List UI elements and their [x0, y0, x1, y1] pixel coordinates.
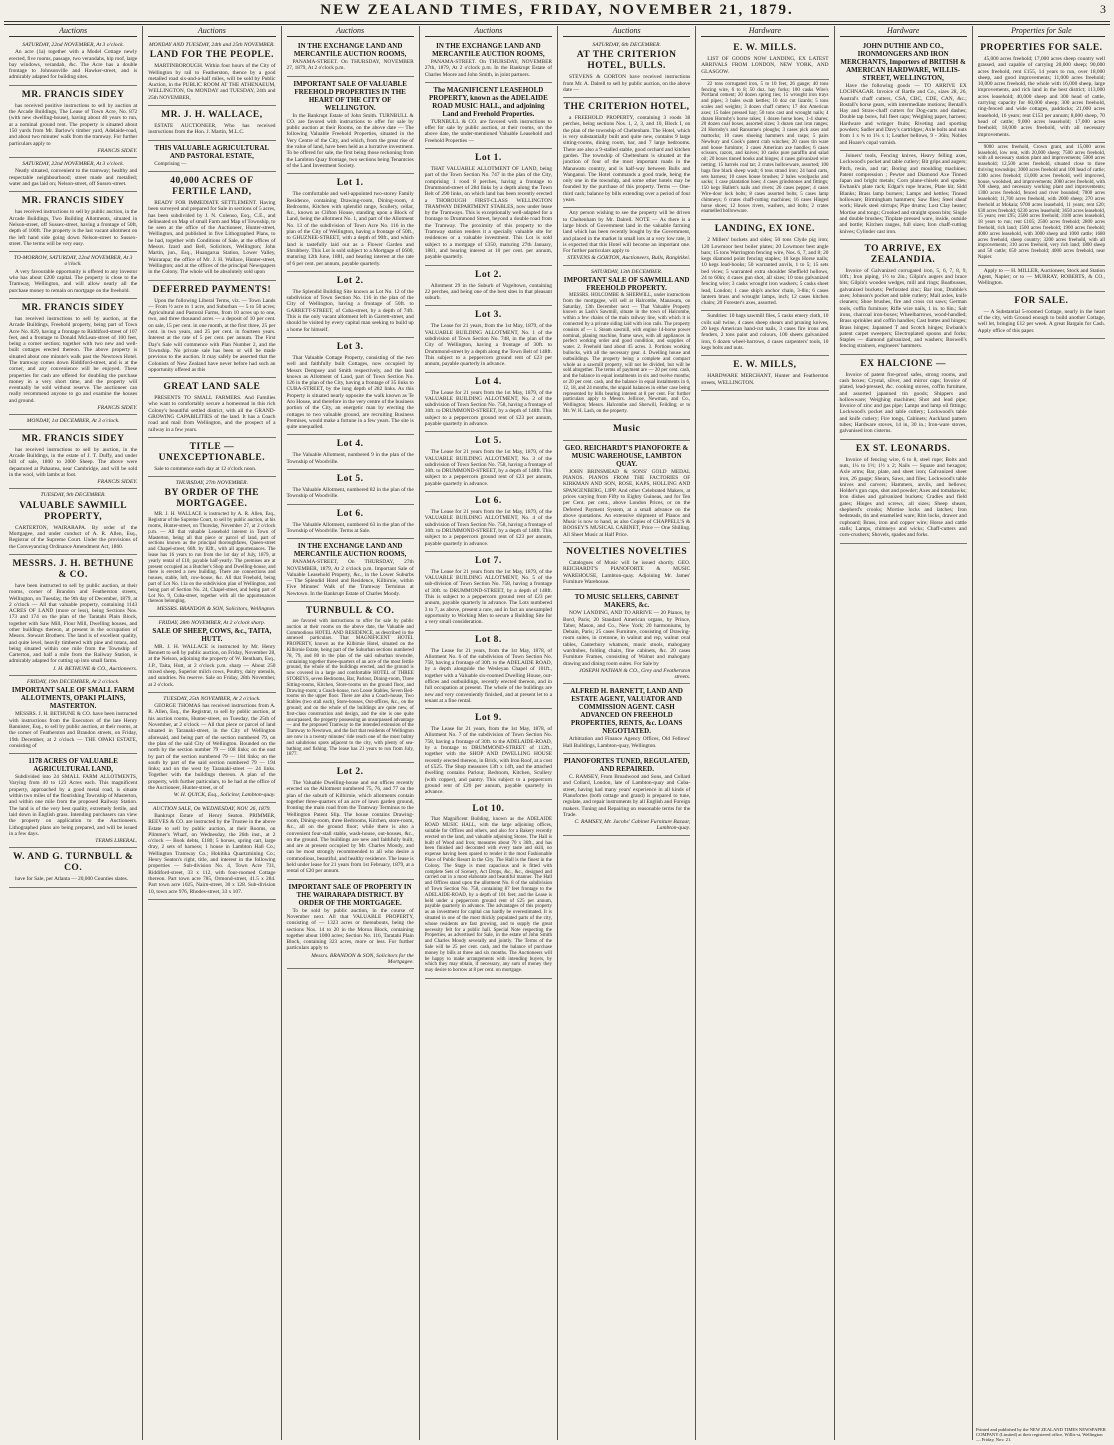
advertisement: [148, 617, 275, 693]
advertisement: [148, 106, 275, 141]
ad-date: FRIDAY, 19th DECEMBER, At 2 o'clock.: [26, 679, 120, 686]
ad-headline: E. W. MILLS.: [733, 43, 797, 53]
advertisement: [148, 803, 275, 900]
ad-headline: Lot 6.: [336, 508, 364, 519]
ad-body: 22 tons corrugated iron, 5 to 10 feet, 26 gauge; 40 tons fencing wire, 6 to 8; 50 doz. hay forks; 100 casks Wire's Portland cement; 20 dozen spring ties; 15 wrought iron trays and pipes; 3 bales swab kettles; 10 doz cut lizards; 5 tons scales and weights; 3 dozen chaff cutters; 17 doz American axes; 15 bales pressed hay; 50 tons cast and wrought nails; 4 dozen Hornsby's horse rakes; 1 dozen horse hoes, 1-4 shares; 20 dozen coal boxes, assorted sizes; 3 dozen cast iron ranges; 24 Hornsby's and Ransome's ploughs; 3 cases pick axes and mattocks; 10 cases shoeing hammers and rasps; 5 pairs Newbury and Cook's patent crab winches; 20 cases tin ware and house furniture; 3 cases American axe handles; 6 cases scissors, razors, and knives; 10 casks pure paraffin and salad oil; 20 boxes tinned hooks and hinges; 4 cases galvanized wire netting; 15 barrels coal tar; 2 crates hollowware, assorted; 100 bags fine black sheep wash; 6 tons strand iron; 24 hand carts, sets harness; 10 cases house brushes; 2 bales woolpacks and sacks; 1 case plantation hoes; 4 cases grindstones and fittings; 150 kegs Hallett's nails and rivets; 26 cases pepper; 4 cases Wire-door lock bolts; 8 cases assorted bolts; 5 cases lamp chimneys; 6 crates chaff-cutting machines; 16 cases Hinged horse shoes; 12 boxes rivets, washers, and bolts; 2 crates enamelled hollowware.: [701, 81, 829, 215]
ad-headline: FOR SALE.: [1014, 295, 1069, 306]
advertisement: [563, 543, 690, 590]
advertisement: [563, 420, 690, 441]
advertisement: [9, 676, 137, 754]
masthead-title: NEW ZEALAND TIMES, FRIDAY, NOVEMBER 21, 1879.: [320, 2, 794, 18]
advertisement: [563, 266, 690, 420]
ad-headline: THE CRITERION HOTEL,: [563, 102, 690, 113]
ad-body: has received positive instructions to sell by auction at the Arcade Buildings, The Lease of Town Acre, No. 872 (with new dwelling-house), having about 40 years to run, at a nominal ground rent. The property is situated about 150 yards from Mr. Barlow's timber yard, Adelaide-road, and about two minutes' walk from the tramway. For further particulars apply to: [9, 102, 138, 147]
column-heading: Hardware: [840, 26, 967, 37]
advertisement: [148, 477, 275, 616]
ad-headline: TITLE — UNEXCEPTIONABLE.: [158, 441, 266, 463]
ad-headline: DEFERRED PAYMENTS!: [152, 284, 272, 295]
ad-signature: TERMS LIBERAL.: [95, 838, 138, 845]
advertisement: [425, 306, 552, 372]
ad-body: The Splendid Building Site known as Lot No. 12 of the subdivision of Town Section No. 116 in the plan of the City of Wellington, having a frontage of 50ft. to GARRETT-STREET, of Cuba-street, by a depth of 74ft. This is the only vacant allotment left in Garrett-street, and should be visited by every capital man seeking to build up a home for himself.: [286, 288, 414, 333]
ad-body: Any person wishing to see the property will be driven to Cheltenham by Mr. Dalrell. NOTE — As there is a large block of Government land in the valuable farming land which has been recently bought by the Government, and placed in the market in small lots at a very low rate, it is expected that this Hotel will become an important one. For further particulars apply to: [563, 210, 691, 255]
ad-body: MARTINBOROUGH. Within four hours of the City of Wellington by rail to Featherston, thence by a good metalled road six-and-a-half miles, will be sold by Public Auction, in the PUBLIC ROOM AT THE ATHENAEUM, WELLINGTON, On MONDAY and TUESDAY, 24th and 25th NOVEMBER,: [148, 63, 276, 101]
ad-body: READY FOR IMMEDIATE SETTLEMENT. Having been surveyed and prepared for Sale in sections of 5 acres, has been subdivided by J. N. Colenso, Esq., C.E., and delineated on Map of small Farm and Map of Township, to be seen at the office of the Auctioneer, Hunter-street, Wellington, and published in five Lithographed Plans, to be had, together with Conditions of Sale, at the offices of Messrs. Izard and Bell, Solicitors, Wellington; John Martin, jun., Esq., Huangarua Station, Lower Valley, Wairarapa; the office of Mr. J. H. Wallace, Hunter-street, Wellington; and at the offices of the principal Newspapers in the Colony. The whole will be absolutely sold upon: [148, 199, 276, 276]
column-heading: Auctions: [425, 26, 552, 37]
ad-headline: IN THE EXCHANGE LAND AND MERCANTILE AUCTION ROOMS,: [432, 42, 545, 58]
ad-headline: Lot 10.: [472, 804, 505, 815]
ad-signature: W. H. QUICK, Esq., Solicitor, Lambton-quay.: [173, 792, 276, 799]
ad-body: To be sold by public auction, in the course of November next. All that VALUABLE PROPERTY, consisting of — 1323 acres or thereabouts, being the sections Nos. 14 to 20 in the Moroa Block, containing together about 1000 acres; Section No. 116, Taratahi Plain Block, containing 323 acres, more or less. For further particulars apply to: [286, 907, 414, 952]
advertisement: [563, 590, 690, 684]
ad-date: TUESDAY, 25th NOVEMBER, At 2 o'clock.: [163, 695, 261, 702]
advertisement: [287, 39, 414, 77]
ad-body: MR. J. H. WALLACE is instructed by A. R. Allen, Esq., Registrar of the Supreme Court, to sell by public auction, at his rooms, Hunter-street, on Thursday, November 27, at 2 o'clock p.m. — All that valuable Leasehold interest in Town of Masterton, being all that piece or parcel of land, part of sections known as the principal thoroughfares, Queen-street and Chapel-street, 66ft. by 82ft., with all appurtenances. The lease has 16 years to run from the 1st day of July, 1879, at yearly rental of £10, payable half-yearly. The premises are at present occupied as a Butcher's Shop and Dwelling-house, and there is erected a new building. There are connections and houses, stable, loft, cow-house, &c. All that Freehold, being part of Lot No. 11a on the subdivision plan of Wellington, and being part of Section No. 24, Chapel-street, and being part of Lot No. 9, Cuba-street, together with all the appurtenances thereon belonging.: [148, 512, 276, 605]
ad-signature: FRANCIS SIDEY.: [97, 405, 138, 412]
advertisement: [425, 83, 552, 149]
advertisement: [425, 39, 552, 83]
ad-body: TURNBULL & CO. are favored with instructions to offer for sale by public auction, at their rooms, on the above date, the under-mentioned Valuable Leasehold and Freehold Properties —: [424, 118, 552, 144]
advertisement: [9, 754, 137, 848]
advertisement: [840, 151, 967, 240]
advertisement: [287, 602, 414, 763]
advertisement: [9, 192, 137, 252]
advertisement: [287, 338, 414, 436]
advertisement: [148, 39, 275, 106]
ad-headline: Lot 5.: [336, 474, 364, 485]
ad-body: has received instructions to sell by auction, in the Arcade Buildings, in the estate of J. T. Duffy, and under bill of sale, 1800 to 2000 Sheep. The above were depastured at Pahautea, near Cambridge, and will be sold in the wool, with lambs at foot.: [9, 446, 138, 478]
ad-body: Neatly situated, convenient to the tramway; healthy and respectable neighbourhood; street made and metalled; water and gas laid on; Nelson-street, off Sussex-street.: [9, 168, 138, 188]
ad-body: THAT VALUABLE ALLOTMENT OF LAND, being part of the Town Section No. 747 in the plan of the City, comprising 1 rood 8 perches, having a frontage to Drummond-street of 284 links by a depth along the Town Belt of 290 links, on which land has been recently erected a THOROUGH FIRST-CLASS WELLINGTON TRAMWAY DEPARTMENT STABLES, now under lease by the Tramways. This is exceptionally well-adapted for a frontage to Drummond Street, beyond a double road from the Tramway. The proximity of this property to the Tramway station renders it a specially valuable site for residences or a valuable investment. This Lot is sold subject to a mortgage of £350, maturing 27th January, 1881, and bearing interest at 10 per cent. per annum, payable quarterly.: [424, 166, 552, 261]
ad-body: The Lease for 21 years from the 1st May, 1879, of the VALUABLE BUILDING ALLOTMENT, No. 5 of the sub-division of Town Section No. 758, having a frontage of 30ft. to DRUMMOND-STREET, by a depth of 148ft. This is subject to a peppercorn ground rent of £23 per annum, payable quarterly in advance. The Lots numbered 3 to 7, as above, present a rare, and in fact an unexampled opportunity to Working Men to secure a Building Site for a very small consideration.: [424, 568, 552, 626]
advertisement: [148, 378, 275, 438]
ad-body: The Lease for 21 years from the 1st May, 1879, of the VALUABLE BUILDING ALLOTMENT, No. 4 of the subdivision of Town Section No. 758, having a frontage of 30ft. to DRUMMOND-STREET, by a depth of 148ft. This subject to a peppercorn ground rent of £23 per annum, payable quarterly in advance.: [424, 509, 552, 547]
ad-body: CARTERTON, WAIRARAPA. By order of the Mortgagee, and under conduct of A. R. Allen, Esq., Registrar of the Supreme Court. Under the provisions of the Conveyancing Ordinance Amendment Act, 1860.: [9, 524, 138, 550]
advertisement: [148, 693, 275, 803]
advertisement: [978, 39, 1105, 143]
ad-headline: IMPORTANT SALE OF SAWMILL AND FREEHOLD PROPERTY.: [563, 276, 690, 293]
ad-body: has received instructions to sell by auction, at the Arcade Buildings, Freehold property, being part of Town Acre No. 829, having a frontage to Riddiford-street of 107 feet, and a frontage to Donald McLean-street of 100 feet, being a corner section; together with two new and well-built cottages erected thereon. The above property is situated about one minute's walk past the Newtown Hotel. The tramway comes down Riddiford-street, and is at the corner, and any convenience will be enjoyed. These properties for cash are offered for doubling the purchase money in a very short time, and the property will eventually be sold without reserve. The auctioneer can really recommend anyone to go and examine the houses and ground.: [9, 315, 138, 404]
ad-body: Comprising —: [154, 160, 187, 167]
ad-headline: MESSRS. J. H. BETHUNE & CO.: [12, 558, 134, 580]
ad-body: Subdivided into 24 SMALL FARM ALLOTMENTS, Varying from 40 to 123 Acres each. This magnificent property, approached by a good metal road, is situate within two miles of the flourishing Township of Masterton, and within one mile from the proposed Railway Station. The land is of the very best quality, extremely fertile, and laid down in English grass. Intending purchasers can view the property on application to the Auctioneers. Lithographed plans are being prepared, and will be issued in a few days.: [9, 774, 138, 837]
ad-headline: AT THE CRITERION HOTEL, BULLS.: [576, 50, 677, 72]
ad-headline: TURNBULL & CO.: [305, 606, 395, 617]
ad-headline: VALUABLE SAWMILL PROPERTY,: [19, 500, 128, 522]
ad-body: Have the following goods — TO ARRIVE EX LOCHNAGAR. Invoice of Bartle and Co., sizes 28, 26, Austral's chaff cutters, CSA, CBC, CDE, CAN, &c.; Bostall's horse gears, with intermediate motions; Bentall's Hay and Straw-chaff cutters for Dog-carts and dashes; Double tap bores, full fleet caps; Weighing paper, harness; Hardware and wringer fruits; Riveting and sporting powders; Sadler and Davy's cartridges; Axle bolts and nuts from 1 x ¾ to 1¼ x 1; Leather bellows, 9 - 36in; Nobles and Hoare's copal varnish.: [839, 83, 967, 146]
ad-body: ESTATE AUCTIONEER, Who has received instructions from the Hon. J. Martin, M.L.C.: [148, 123, 276, 136]
ad-body: PANAMA-STREET. On THURSDAY, NOVEMBER 27, 1879, At 2 o'clock p.m.: [286, 59, 414, 72]
advertisement: [148, 141, 275, 172]
ad-body: PANAMA-STREET. On THURSDAY, NOVEMBER 27th, 1879, At 2 o'clock p.m. In the Bankrupt Estate of Charles Moore and John Smith, in joint partners.: [424, 59, 552, 78]
advertisement: [840, 39, 967, 151]
advertisement: [701, 356, 828, 391]
ad-body: has received instructions to sell by public auction, in the Arcade Buildings, Two Building Allotments, situated in Nelson-street, off Sussex-street, having a frontage of 50ft, depth of 100ft. The property is the last vacant allotment on the left hand side going down Nelson-street to Sussex-street. The terms will be very easy.: [9, 209, 138, 247]
ad-headline: THIS VALUABLE AGRICULTURAL AND PASTORAL ESTATE,: [154, 143, 270, 160]
ad-headline: SALE OF SHEEP, COWS, &c., TAITA, HUTT.: [152, 626, 272, 643]
ad-body: The Lease for 21 years, from the 1st May, 1879, of the VALUABLE BUILDING ALLOTMENT, No. 1 of the subdivision of Town Section No. 748, in the plan of the City of Wellington, having a frontage of 30ft. to Drummond-street by a depth along the Town Belt of 148ft. This subject to a peppercorn ground rent of £23 per annum, payable quarterly in advance.: [424, 323, 552, 368]
advertisement: [425, 266, 552, 307]
ad-body: In the Bankrupt Estate of John Smith. TURNBULL & CO. are favored with instructions to offer for sale by public auction at their Rooms, on the above date — The following Valuable Freehold Properties, situated in the Very Centre of the City, and which, from the great rise of the value of land, have been held as a lucrative investment. To be offered for sale, the first being those reckoning from the Lambton Quay frontage, two sections being Tenantcies of the Land Investment Society.: [286, 112, 414, 169]
advertisement: [287, 470, 414, 505]
ad-body: a FREEHOLD PROPERTY, containing 3 roods 38 perches, being sections Nos. 1, 2, 3, and 10, Block I, on the plan of the township of Cheltenham. The Hotel, which is very substantially built and quite new, contains 9 large sitting-rooms, dining room, bar, and 7 large bedrooms. There are also a 9-stalled stable, good orchard and kitchen garden. The township of Cheltenham is situated at the junction of four of the most important roads in the Manawatu country, and is half-way between Bulls and Wanganui. The Hotel commands a good trade, being the only one in the township, and some other hotels may be founded by the purchase of this property. Terms — One-third cash; balance by bills extending over a period of four years.: [563, 115, 691, 204]
masthead-rule-lower: [4, 24, 1110, 25]
ad-headline: Music: [612, 423, 641, 434]
advertisement: [9, 415, 137, 429]
ad-date: TUESDAY, 9th DECEMBER.: [40, 492, 106, 499]
ad-headline: Lot 1.: [336, 178, 364, 189]
advertisement: [9, 430, 137, 490]
advertisement: [978, 266, 1105, 292]
advertisement: [9, 252, 137, 299]
advertisement: [425, 552, 552, 631]
ad-body: MR. J. H. WALLACE is instructed by Mr. Henry Bennett to sell by public auction, on Friday, November 28, at the Nelson, adjoining the property of W. Bentham, Esq., J.P., Taita, Hutt, at 2 o'clock p.m. sharp — About 250 mixed sheep, Superior milch cows, Poultry, dairy utensils, and sundries. No reserve. Sale on Friday, 28th November, at 2 o'clock.: [148, 643, 276, 688]
advertisement: [9, 848, 137, 887]
ad-date: AUCTION SALE, On WEDNESDAY, NOV. 26, 1879.: [152, 805, 271, 812]
advertisement: [9, 555, 137, 676]
ad-body: have been instructed to sell by public auction, at their rooms, corner of Brandon and Featherston streets, Wellington, on Tuesday, the 9th day of December, 1879, at 2 o'clock — All that valuable property, containing 1143 ACRES OF LAND (more or less), being Sections Nos. 173 and 174 on the plan of the Taratahi Plain Block, together with Saw Mill, Flour Mill, Dwelling houses, and other buildings thereon, at present in the occupation of Messrs. Stewart Brothers. The land is of excellent quality, and quite level, heavily timbered with pine and totara, and being situated within one mile from the Township of Carterton, and half a mile from the Railway Station, is admirably adapted for cutting up into small farms.: [9, 582, 138, 665]
ad-headline: IN THE EXCHANGE LAND AND MERCANTILE AUCTION ROOMS,: [293, 542, 407, 559]
ad-headline: Lot 4.: [336, 439, 364, 450]
ad-body: The Valuable Dwelling-house and out offices recently erected on the Allotment numbered 75, 76, and 77 on the plan of the suburb of Kilbirnie, which allotments contain together three-quarters of an acre of lawn garden ground, fronting the main road from the Tramway Terminus to the Wellington Patent Slip. The house contains Drawing-room, Dining-room, three Bedrooms, Kitchen, store-room, &c., all on the ground floor; while there is also a convenient four-stall stable, wash-house, out-houses, &c., on the ground. The buildings are new and faithfully built, and are at present occupied by Mr. Charles Moody, and can be most strongly recommended to all who desire a commodious, beautiful, and healthy residence. The lease is held under lease for 21 years from 1st February, 1879, at a rental of £20 per annum.: [286, 780, 414, 875]
ad-headline: Lot 3.: [336, 341, 364, 352]
column-heading: Auctions: [9, 26, 137, 37]
advertisement: [9, 489, 137, 554]
ad-signature: MESSRS. BRANDON & SON, Solicitors, Wellington.: [156, 606, 276, 613]
column-heading: Properties for Sale: [978, 26, 1105, 37]
ad-body: HARDWARE MERCHANT, Hunter and Featherston streets, WELLINGTON.: [701, 373, 829, 386]
ad-body: The Valuable Allotment, numbered 63 in the plan of the Township of Woodville. Terms at Sale.: [286, 521, 414, 534]
advertisement: [701, 220, 828, 311]
advertisement: [563, 441, 690, 543]
ad-headline: Lot 3.: [475, 310, 502, 321]
ad-body: LIST OF GOODS NOW LANDING, EX LATEST ARRIVALS FROM LONDON, NEW YORK, AND GLASGOW.: [701, 56, 829, 75]
ad-headline: LANDING, EX IONE.: [714, 224, 816, 235]
ad-body: Invoice of patent fire-proof safes, strong rooms, and cash boxes; Crystal, silver, and mirror caps; Invoice of plated, lead-pressed, &c. cooking stoves, coffin furniture, and assorted japanned tin goods; Shippers and hollowware; Weighing machines; Shot and lead pipe; Invoice of zinc and gas pipe; Lamps and lamp oil fittings; Lockwood's pocket and table cutlery; Lockwood's table and knife cutlery; Fire tongs, Cabinets; Auckland pattern tubes; Hardware stoves, 14 in, 30 in.; Iron-ware stoves, galvanised iron cisterns.: [839, 371, 967, 435]
column-5: [557, 26, 695, 1440]
advertisement: [978, 143, 1105, 266]
imprint: Printed and published by the NEW ZEALAND TIMES NEWSPAPER COMPANY (Limited) at their registered office, Willis-st, Wellington — Friday, Nov. 21.: [976, 1427, 1106, 1442]
ad-body: The Valuable Allotment, numbered 82 in the plan of the Township of Woodville.: [286, 487, 414, 500]
ad-body: PANAMA-STREET, On THURSDAY, 27th NOVEMBER, 1879, At 2 o'clock p.m. Important Sale of Valuable Leasehold Property, &c., in the Lower Suburbs — The Splendid Hotel and Residence, Kilbirnie, within Five Minutes' Walk of the Tramway Terminus at Newtown. In the Bankrupt Estate of Charles Moody.: [286, 559, 414, 597]
ad-body: Arbitration and Finance Agency Offices, Old Fellows' Hall Buildings, Lambton-quay, Wellington.: [563, 736, 691, 749]
column-4: [419, 26, 557, 1440]
advertisement: [425, 800, 552, 979]
advertisement: [563, 39, 690, 98]
advertisement: [9, 158, 137, 192]
column-8: [972, 26, 1110, 1440]
ad-body: Apply to — H. MILLER, Auctioneer, Stock and Station Agent, Napier; or to — MURRAY, ROBERTS, & CO., Wellington.: [977, 267, 1105, 287]
ad-body: C. RAMSEY, From Broadwood and Sons, and Collard and Collard, London, late of Lambton-quay and Cuba-street, having had many years' experience in all kinds of Pianofortes (both cottage and grand) is prepared to tune, regulate, and repair instruments by all English and Foreign makers. Tuning and Repairing on reasonable terms for the Trade.: [563, 774, 691, 818]
ad-headline: MR. FRANCIS SIDEY: [21, 433, 125, 444]
ad-headline: PIANOFORTES TUNED, REGULATED, AND REPAIRED.: [563, 757, 690, 774]
advertisement: [840, 240, 967, 355]
advertisement: [9, 299, 137, 415]
ad-headline: E. W. MILLS,: [733, 360, 797, 371]
ad-headline: EX ST. LEONARDS.: [855, 443, 951, 454]
advertisement: [701, 80, 828, 220]
ad-headline: Lot 5.: [475, 436, 502, 447]
ad-body: MESSRS. HOLCOMBE & SHERWILL, under instructions from the mortgagee, will sell at Halcombe, Manawatu, on Saturday, 13th December next — That Valuable Property known as Lash's Sawmill, situate in the town of Halcombe, within a few chains of the main railway line, with which it is connected by a private siding laid with iron rails. The property consists of — 1. Steam sawmill, with engine 14-horse power nominal, planing machine, frame saws, with all appliances in perfect working order and good condition, and supplies of water. 2. Freehold land about 45 acres. 3. Portions working bullocks, with all the necessary gear. 4. Dwelling house and outbuildings. The property being a complete and compact whole as a sawmill property, will not be divided, but will be sold altogether. The terms of payment are — 20 per cent. cash, and the balance in equal instalments in six and twelve months; or 20 per cent. cash, and the balance in equal instalments in 6, 12, 18, and 24 months, the unpaid balances in either case being represented by bills bearing interest at 8 per cent. For further particulars apply to Messrs. Jellicoe, Newman, and Co., Wellington; Messrs. Halcombe and Sherwill, Feilding; or to Mr. W. H. Lash, on the property.: [563, 293, 691, 414]
advertisement: [287, 880, 414, 970]
ad-body: GEORGE THOMAS has received instructions from A. R. Allen, Esq., the Registrar, to sell by public auction, at his auction rooms, Hunter-street, on Tuesday, the 25th of November, at 2 o'clock — All that piece or parcel of land situated in Taranaki-street, in the City of Wellington aforesaid, and being part of the section numbered 79, on the plan of the said City of Wellington. Bounded on the north by the section number 79 — 108 links; on the east by part of the section numbered 79 — 184 links; on the south by part of the said section numbered 79 — 194 links; and on the west by Taranaki-street — 24 links. Together with the buildings thereon. A plan of the property, with further particulars, to be had at the office of the Auctioneer, Hunter-street, or of: [148, 703, 276, 792]
ad-body: The comfortable and well-appointed two-storey Family Residence, containing Drawing-room, Dining-room, 4 Bedrooms, Kitchen with splendid range, Scullery, cellar, &c., known as Clifton House, standing upon a Block of Land, being the allotment No. 1, and part of the Allotment No. 13 of the subdivision of Town Acre No. 116 in the plan of the City of Wellington, having a frontage of 50ft., to GHUZNEE-STREET, with a depth of 90ft., and which land is tastefully laid out as a Flower Garden and Shrubbery. This Lot is sold subject to a Mortgage of £600, maturing 12th June, 1881, and bearing interest at the rate of 6 per cent. per annum, payable quarterly.: [286, 191, 414, 267]
advertisement: [287, 435, 414, 470]
advertisement: [9, 86, 137, 158]
ad-body: Sundries: 10 bags sawmill files, 5 casks emery cloth, 10 coils sail twine, 4 cases sheep shears and pruning knives, 20 kegs American hand-cut nails, 3 cases fire irons and fenders, 2 tons paint and colours, 100 sheets galvanized iron, 6 dozen wheel-barrows, 4 cases carpenters' tools, 10 kegs bolts and nuts.: [701, 313, 829, 351]
ad-body: The Lease for 21 years from the 1st May, 1879, of the VALUABLE BUILDING ALLOTMENT, No. 3 of the subdivision of Town Section No. 758, having a frontage of 30ft. to DRUMMOND-STREET, by a depth of 148ft. This subject to a peppercorn ground rent of £23 per annum, payable quarterly in advance.: [424, 449, 552, 487]
ad-headline: 1178 ACRES OF VALUABLE AGRICULTURAL LAND,: [28, 757, 118, 774]
masthead-rule: [4, 21, 1110, 22]
ad-headline: Lot 2.: [475, 269, 502, 280]
ad-headline: PROPERTIES FOR SALE.: [980, 43, 1103, 53]
ad-signature: J. H. BETHUNE & CO., Auctioneers.: [52, 665, 138, 672]
ad-body: Bankrupt Estate of Henry Seaton. PRIMMER, REEVES & CO. are instructed by the Trustee in the above Estate to sell by public auction, at their Rooms, on Plimmer's Wharf, on Wednesday, the 26th inst., at 2 o'clock — Book debts, £180; 5 horses, spring cart, large dray, 2 sets of harness; 1 house in Lambton Hall Co.; Wellington Tramway Co.; Hokitika Quartzmining Co.; Henry Seaton's right, title, and interest in the following properties — Sub-division No. 4, Town Acre 731, Riddiford-street, 33 x 112, with four-roomed Cottage thereon. Part town acre 785, Ormond-street, 41.5 x 284. Part town acre 1025, Nairn-street, 30 x 128. Sub-division 10, town acre 976, Rhodes-street, 33 x 107.: [148, 812, 276, 895]
ad-headline: TO ARRIVE, EX ZEALANDIA.: [864, 243, 942, 265]
ad-headline: 40,000 ACRES OF FERTILE LAND,: [170, 175, 254, 197]
ad-signature: JOSEPH NATHAN & CO., Grey and Featherston streets.: [579, 667, 691, 681]
ad-headline: MR. FRANCIS SIDEY: [21, 196, 125, 207]
ad-signature: FRANCIS SIDEY.: [97, 147, 138, 154]
ad-body: MESSRS. J. H. BETHUNE & CO. have been instructed with instructions from the Executors of the late Henry Bannister, Esq., to sell by public auction, at their rooms, at the corner of Featherston and Brandon streets, on Friday, 19th December, at 2 o'clock — THE OPAKI ESTATE, consisting of: [9, 711, 138, 749]
ad-date: SATURDAY, 6th DECEMBER.: [592, 42, 661, 48]
ad-headline: MR. J. H. WALLACE,: [161, 110, 263, 121]
advertisement: [148, 281, 275, 379]
ad-headline: Lot 1.: [475, 153, 502, 164]
ad-body: Invoice of fencing wire, 6 to 8, steel rope; Bolts and nuts, 1¼ to 1½; 1½ x 2; Nails — Square and hexagon; Axle arms; Bar, plate, and sheet iron; Galvanized sheet iron, 26 gauge; Shears, Saws, and files; Lockwood's table knives and carvers; Hammers, anvils, and bellows; Holder's gun caps, shot and powder; Axes and tomahawks; Iron dishes and galvanized buckets; Cradles and field gates; Hinges and screws, all sizes; Sheep shears, shepherd's crooks; Mortise locks and latches; Iron bedsteads, tin and enamelled ware; Rim locks, drawer and cupboard; Brass, iron and copper wire; Horse and cattle stalls; Lamps, chimneys and wicks; Chaff-cutters and corn-crushers; Shovels, spades and forks.: [839, 456, 967, 539]
ad-body: That Valuable Cottage Property, consisting of the two well and faithfully built Cottages, now occupied by Messrs Dempsey and Smith respectively, and the land known as Allotment of Land, part of Town Section No. 126 in the plan of the City, having a frontage of 35 links to CUBA-STREET, by the long depth of 282 links. As this Property is situated nearly opposite the walk known as Te Aro House, and therefore in the very centre of the business portion of the City, an energetic man by erecting the cottages to two valuable ground, are recruiting Business Premises, would make a fortune in a few years. The site is quite unequalled.: [286, 354, 414, 431]
column-heading: Auctions: [148, 26, 275, 37]
ad-body: Sale to commence each day at 12 o'clock noon.: [154, 465, 257, 472]
advertisement: [701, 39, 828, 80]
ad-headline: W. AND G. TURNBULL & CO.: [12, 852, 134, 874]
column-7: [834, 26, 972, 1440]
ad-body: The Lease for 21 years, from the 1st May, 1878, of Allotment No. 7 of the subdivision of Town Section No. 758, having a frontage of 30ft. to the ADELAIDE-ROAD, by a frontage to DRUMMOND-STREET of 112ft., together with the SHOP AND DWELLING HOUSE recently erected thereon, in Brick, with Iron Roof, at a cost of £525. The Shop measures 13ft x 14ft, and the attached dwelling contains Parlour, Bedroom, Kitchen, Scullery (with copper), and pantry. This subject to a peppercorn ground rent of £20 per annum, payable quarterly in advance.: [424, 726, 552, 796]
ad-body: Catalogues of Music will be issued shortly. GEO. REICHARDT'S PIANOFORTE & MUSIC WAREHOUSE, Lambton-quay. Adjoining Mr. James' Furniture Warehouse.: [563, 560, 691, 585]
ad-date: FRIDAY, 28th NOVEMBER, At 2 o'clock sharp.: [158, 619, 266, 626]
advertisement: [148, 172, 275, 281]
advertisement: [701, 311, 828, 356]
ad-headline: GREAT LAND SALE: [163, 382, 261, 393]
advertisement: [425, 149, 552, 265]
ad-headline: The MAGNIFICENT LEASEHOLD PROPERTY, known as the ADELAIDE ROAD MUSIC HALL, and adjoining Land and Freehold Properties.: [429, 85, 548, 118]
ad-headline: GEO. REICHARDT'S PIANOFORTE & MUSIC WAREHOUSE, LAMBTON QUAY.: [564, 443, 689, 468]
ad-headline: Lot 7.: [475, 555, 502, 566]
ad-body: STEVENS & GORTON have received instructions from Mr. A. Dalrell to sell by public auction, on the above date —: [563, 74, 691, 93]
ad-date: SATURDAY, 22nd NOVEMBER, At 3 o'clock.: [22, 161, 124, 168]
page-number: 3: [1100, 2, 1106, 16]
column-2: [142, 26, 280, 1440]
column-heading: Auctions: [287, 26, 414, 37]
advertisement: [287, 77, 414, 175]
ad-headline: LAND FOR THE PEOPLE.: [149, 50, 275, 61]
advertisement: [563, 754, 690, 836]
ad-headline: IMPORTANT SALE OF PROPERTY IN THE WAIRARAPA DISTRICT. BY ORDER OF THE MORTGAGEE.: [288, 882, 412, 907]
ad-body: The Lease for 21 years from the 1st May, 1879, of the VALUABLE BUILDING ALLOTMENT, No. 2 of the subdivision of Town Section No. 758, having a frontage of 30ft. to DRUMMOND-STREET, by a depth of 148ft. This subject to a peppercorn ground rent of £23 per annum, payable quarterly in advance.: [424, 389, 552, 427]
advertisement: [840, 355, 967, 440]
ad-body: That Magnificent Building, known as the ADELAIDE ROAD MUSIC HALL, with the large adjoining offices, suitable for Offices and others, and also for a Bakery recently erected on the land, and valuable adjoining Stores. The Hall is built of Wood and Iron; measures about 70 x 36ft., and has been finished and decorated with every taste and skill, no expense having been spared to render it the most Fashionable Place of Public Resort in the City. The Hall is the finest in the Colony. The Stage is most capacious and is fitted with complete Sets of Scenery, Act Drops, &c., &c., designed and carried out in a most elaborate and beautiful manner. The Hall and Offices stand upon the allotment No. 8 of the subdivision of Town Section No. 758, containing 87 feet frontage to the ADELAIDE-ROAD, by a depth of 101 feet; and the Lease is held under a peppercorn ground rent of £25 per annum, payable quarterly in advance. The advantages of this property as an investment for capital can hardly be overestimated. It is situated in one of the most thickly populated parts of the city, whose residents are fast growing, and to supply the great necessity felt for a public hall. Special Note respecting the Properties, as advertised for Sale, in the estate of John Smith and Charles Moody severally and jointly. The Terms of the Sale will be 25 per cent. cash, and the balance of purchase money by bills at three and six months. The Auctioneers will be happy to make arrangements with intending buyers, by which they may obtain, if necessary, any sum of money they may desire to borrow at 8 per cent. on mortgage.: [424, 817, 552, 974]
ad-headline: Lot 9.: [475, 713, 502, 724]
ad-date: TO-MORROW, SATURDAY, 22nd NOVEMBER, At 3 o'clock.: [13, 255, 133, 268]
ad-headline: Lot 8.: [475, 634, 502, 645]
advertisement: [287, 272, 414, 338]
advertisement: [425, 709, 552, 800]
advertisement: [287, 174, 414, 272]
ad-signature: C. RAMSEY, Mr. Jacobs' Cabinet Furniture Bazaar, Lambton-quay.: [574, 819, 691, 832]
ad-body: Joiners' tools, Fencing knives, Heavy felling axes, Lockwood's pocket and table cutlery; Bit grips and augers; Pitch, resin, and tar; Boring and moulding machines; Patent compression ; Pewter and Diamond Axe Tinned Japan and bright metals; Corn plane-chisels and spades; Ewbank's plate rack; Edgar's rope braces, Plate kit; Sidd Blanks; Brass lamp burners; Lamps and kettles; Tinned holloware; Birmingham hammers; Saw files; Steel sheaf work; Hawk steel stirrups; Pipe drums; Lost Clay heater; Mortise and tongs; Crooked and straight spoon bits; Single and double brushes; Tinplate pressed ware, inside, outside and bottle; Kitchen ranges, full sizes; Iron chaff-cutting knives; Cylinder cast iron.: [839, 152, 967, 235]
column-1: [4, 26, 142, 1440]
advertisement: [148, 438, 275, 477]
ad-headline: MR. FRANCIS SIDEY: [21, 302, 125, 313]
ad-body: NOW LANDING, AND TO ARRIVE — 20 Pianos, by Bord, Paris; 20 Standard American organs, by Prince, Taber, Mason, and Co., New York; 20 harmoniums, by Debain, Paris; 25 cases Furniture, consisting of Drawing-room suites, in cretonne, in walnut and rep, walnut oval tables, Canterbury whatnots, music stools, mahogany wardrobes, folding chairs, fine cabinets, &c. 20 cases Furniture Frames, consisting of Walnut and mahogany drawing and dining room suites. For Sale by: [563, 610, 691, 667]
ad-body: The Lease for 21 years, from the 1st May, 1878, of Allotment No. 6 of the subdivision of Town Section No. 758, having a frontage of 30ft. to the ADELAIDE ROAD, by a depth alongside the Wesleyan Chapel of 101ft., together with a Valuable six-roomed Dwelling House, out-offices and outbuildings, recently erected thereon, and in full occupation at present. The whole of the buildings are new and very conveniently finished, and at present let to a tenant at a fine rental.: [424, 647, 552, 704]
column-6: [695, 26, 833, 1440]
ad-date: MONDAY AND TUESDAY, 24th and 25th NOVEMBER.: [148, 42, 275, 48]
column-3: [281, 26, 419, 1440]
ad-headline: IN THE EXCHANGE LAND AND MERCANTILE AUCTION ROOMS,: [293, 42, 407, 58]
advertisement: [425, 432, 552, 492]
ad-headline: EX HALCIONE —: [860, 358, 946, 369]
ad-signature: FRANCIS SIDEY.: [97, 479, 138, 486]
ad-body: The Valuable Allotment, numbered 9 in the plan of the Township of Woodville.: [286, 452, 414, 465]
ad-body: PRESENTS TO SMALL FARMERS. And Families who want to comfortably secure a homestead in this rich Colony's beautiful settled district, with all the GRAND-GROWING CAPABILITIES of the land. It has a Coach road and mail from Wellington, and the prospect of a railway in a few years.: [148, 395, 276, 433]
advertisement: [287, 763, 414, 879]
ad-body: JOHN BRINSMEAD & SONS' GOLD MEDAL PIANOS. PIANOS FROM THE FACTORIES OF KIRKMAN AND SON, ROSE, KAPS, HOLLING AND SPANGENBERG, LIPP. And other Celebrated Makers, at prices varying from Fifty to Eighty Guineas, and for Ten per Cent. per cent., above London Prices, or on the Deferred Payment System, at a small advance on the above quotations. An extensive shipment of Pianos and Music is now to hand, as also Copies of CHAPPELL'S & BOOSEY'S MUSICAL CABINET, Price — One Shilling. All Sheet Music at Half Price.: [563, 468, 691, 538]
ad-headline: BY ORDER OF THE MORTGAGEE.: [164, 488, 260, 510]
ad-headline: TO MUSIC SELLERS, CABINET MAKERS, &c.: [574, 593, 679, 610]
ad-body: are favored with instructions to offer for sale by public auction at their rooms on the above date, the Valuable and Commodious HOTEL AND RESIDENCE, as described in the annexed particulars. That MAGNIFICENT HOTEL PROPERTY, known as the Kilbirnie Hotel, situated on the Kilbirnie Estate, being part of the Suburban sections numbered 78, 79, and 80 in the plan of the said suburban townsite, containing together three-quarters of an acre of the most fertile ground, the whole of the buildings erected, and the ground is now covered in a large and comfortable HOTEL of THREE STOREYS, seven Bedrooms, Bar, Parlour, Dining-room, Three Sitting-rooms, Kitchen, Store-rooms on the ground floor, and Drawing-room; a Coach-house, two Loose Stables, Seven Bed-rooms on the upper floor. There are also a Coach-house, Two Stables (two stall each), Store-houses, Out-offices, &c., on the ground; and on the whole of the buildings are quite new, of first-class construction and design, and the site is one quite unsurpassed, the property possessing an unsurpassed advantage — and the proposed Tramway to the intended extension of the Tramway to Newtown, and the fact that residents of Wellington are now in a twenty minutes' ride reach one of the most balmy and salubrious spots adjacent to the city, with plenty of sea-bathing and fishing. The lease has 21 years to run from July, 1877.: [286, 619, 414, 758]
advertisement: [978, 292, 1105, 339]
ad-date: SATURDAY, 13th DECEMBER.: [590, 268, 663, 275]
ad-headline: MR. FRANCIS SIDEY: [21, 89, 125, 100]
advertisement: [563, 684, 690, 754]
ad-body: have for Sale, per Atlanta — 20,000 Counties slates.: [15, 876, 129, 883]
advertisement: [563, 98, 690, 208]
ad-headline: Lot 2.: [336, 767, 364, 778]
ad-body: 2 Millers' buckets and sides; 50 tons Clyde pig iron; 120 Lowmoor best boiler plates; 20 Lowmoor best angle bars; 15 tons Warrington fencing wire, Nos. 6, 7, and 8; 20 kegs diamond point fencing staples; 10 kegs Horse nails; 10 kegs lead-hooks; 50 warranted anvils, 1 to 5; 15 sets bed vices; 5 warranted extra shoulder Sheffield hollows, 24 to 60in; 4 cases gun shot, all sizes; 10 tons galvanized fencing wire; 3 casks wrought iron washers; 5 casks sheet lead, London; 1 case ship's anchor chain, 3-8in; 6 cases lantern brass and wrought lamps, inch; 12 cases kitchen chairs; 20 Forester's axes, assorted.: [701, 237, 829, 307]
ad-signature: STEVENS & GORTON, Auctioneers, Bulls, Rangitikei.: [567, 255, 691, 262]
ad-headline: JOHN DUTHIE AND CO., IRONMONGERS AND IRON MERCHANTS, Importers of BRITISH & AMERICAN HARDWARE, WILLIS-STREET, WELLINGTON,: [840, 42, 966, 82]
advertisement: [287, 505, 414, 540]
ad-body: Allotment 29 in the Suburb of Vogeltown, containing 22 perches, and being one of the best sites in that pleasant suburb.: [424, 282, 552, 302]
column-heading: Hardware: [701, 26, 828, 37]
ad-body: Invoice of Galvanized corrugated iron, 5, 6, 7, 8, 9, 10ft.; Iron piping, 1½ to 2in.; Gilpin's augers and brace bits; Gilpin's wooden wedges, mill and rings; Boatbusses, galvanized buckets; Perforated zinc; Bar iron, Drabble's axes; Johnson's pocket and table cutlery; Mail axles, knife cleaners; Shoe brushes, fire and cross cut saws; German tools, coffin furniture; Rifle wire nails, 1 in. to 6in.; Salt irons, charcoal iron-boxes; Wheelbarrows, wood-handled; Brass sprinkles and coffin handles; Cast buttes and hinges; Brass hinges; Japanned T and Scotch hinges; Ewbank's patent carpet sweepers; Electroplated spoons and forks; Staples — diamond galvanized, and washers; Boswell's fencing strainers, engineers' hammers.: [839, 267, 967, 350]
ad-headline: Lot 4.: [475, 376, 502, 387]
advertisement: [425, 373, 552, 433]
advertisement: [287, 539, 414, 602]
ad-headline: Lot 2.: [336, 275, 364, 286]
ad-body: A very favourable opportunity is offered to any investor who has about £200 capital. The property is close to the Tramway, Wellington, and will allow nearly all the purchase money to remain on mortgage on the freehold.: [9, 268, 138, 294]
ad-date: MONDAY, 1st DECEMBER, At 3 o'clock.: [26, 418, 120, 425]
advertisement: [425, 492, 552, 552]
ad-headline: IMPORTANT SALE OF SMALL FARM ALLOTMENTS, OPAKI PLAINS, MASTERTON.: [11, 686, 135, 711]
advertisement: [840, 440, 967, 544]
ad-body: 9000 acres freehold, Crown grant, and 15,000 acres leasehold, low rent, with 20,000 sheep; 7500 acres freehold, with all necessary station plant and improvements; 5000 acres leasehold; 12,500 acres freehold, situated close to three thriving townships; 3000 acres freehold and 100 head of cattle; 3300 acres freehold; 13,000 acres freehold, well improved, house, woolshed, and improvements; 2000 acres freehold, with 700 sheep, and necessary working plant and improvements; 1300 acres freehold, fenced and river bounded; 7000 acres leasehold; 11,700 acres freehold, with 2000 sheep; 270 acres freehold at Mokaia; 9700 acres leasehold, 11 years; rent £20; 630 acres freehold; 6230 acres leasehold; 3650 acres leasehold, 15 years; rent £95; 2500 acres freehold; 3180 acres leasehold, 18 years to run; rent £105; 2500 acres freehold; 2800 acres freehold, rich land; 1500 acres freehold; 1900 acres freehold; 4000 acres leasehold, with 3000 sheep and 1000 cattle; 1680 acres freehold, sheep country; 3200 acres freehold, with all improvements; 310 acres freehold, very rich land; 1800 sheep and 50 cattle; 650 acres freehold; 4000 acres freehold, near Napier.: [977, 144, 1105, 260]
ad-headline: NOVELTIES NOVELTIES: [566, 547, 688, 558]
ad-body: An acre (1a) together with a Model Cottage newly erected, five rooms, passage, two verandahs, hip roof, large bay windows, verandah, &c. The Acre has a double frontage to Johnsonville and Hawker-street, and is admirably adapted for building sites.: [9, 49, 138, 81]
column-heading: Auctions: [563, 26, 690, 37]
ad-body: — A Substantial 5-roomed Cottage, nearly in the heart of the city, with Ground enough to build another Cottage, well let, bringing £12 per week. A great Bargain for Cash. Apply office of this paper.: [977, 308, 1105, 334]
ad-body: 45,000 acres freehold; 17,000 acres sheep country well grassed, and capable of carrying 20,000 sheep; 90,000 acres freehold, rent £155, 14 years to run, over 18,000 sheep, and good improvements; 11,000 acres freehold; 10,000 acres freehold, the whole with 16,000 sheep, large improvements, and rich land in the best district; 113,000 acres leasehold; 40,000 sheep and 300 head of cattle, carrying capacity for 60,000 sheep; 300 acres freehold, ring-fenced and wide cottages, paddocks; 21,000 acres leasehold, 16 years; rent £153 per annum; 8,000 sheep, 70 head of cattle; 9,000 acres leasehold; 17,000 acres freehold; 18,000 acres freehold, with all necessary improvements.: [977, 56, 1105, 138]
ad-date: THURSDAY, 27th NOVEMBER.: [175, 480, 248, 487]
advertisement: [563, 208, 690, 265]
advertisement: [9, 39, 137, 86]
ad-headline: ALFRED H. BARNETT, LAND AND ESTATE AGENT, VALUATOR AND COMMISSION AGENT. CASH ADVANCED ON FREEHOLD PROPERTIES, RENTS, &c. LOANS NEGOTIATED.: [570, 687, 683, 736]
ad-date: SATURDAY, 22nd NOVEMBER, At 3 o'clock.: [22, 42, 124, 48]
ad-body: Upon the following Liberal Terms, viz. — Town Lands — From ½ acre to 1 acre, and Suburban — 5 to 50 acres; Agricultural and Pastoral Farms, from 10 acres up to one, two, and three thousand acres — a deposit of 10 per cent. on sale, 15 per cent. in one month, at the first three, 25 per cent. in two years, and 25 per cent. in fourteen years. Interest at the rate of 5 per cent. per annum. The First Day's Sale will commence with Plan Number 2, and the Township. No private sale has been or will be made previous to the auction. It may safely be asserted that the Colonists of New Zealand have never before had such an opportunity offered as this: [148, 297, 276, 373]
ad-headline: IMPORTANT SALE OF VALUABLE FREEHOLD PROPERTIES IN THE HEART OF THE CITY OF WELLINGTON.: [293, 79, 407, 112]
advertisement: [425, 631, 552, 710]
ad-headline: Lot 6.: [475, 496, 502, 507]
columns-grid: [4, 26, 1110, 1440]
ad-signature: Messrs. BRANDON & SON, Solicitors for the Mortgagee.: [311, 952, 414, 965]
